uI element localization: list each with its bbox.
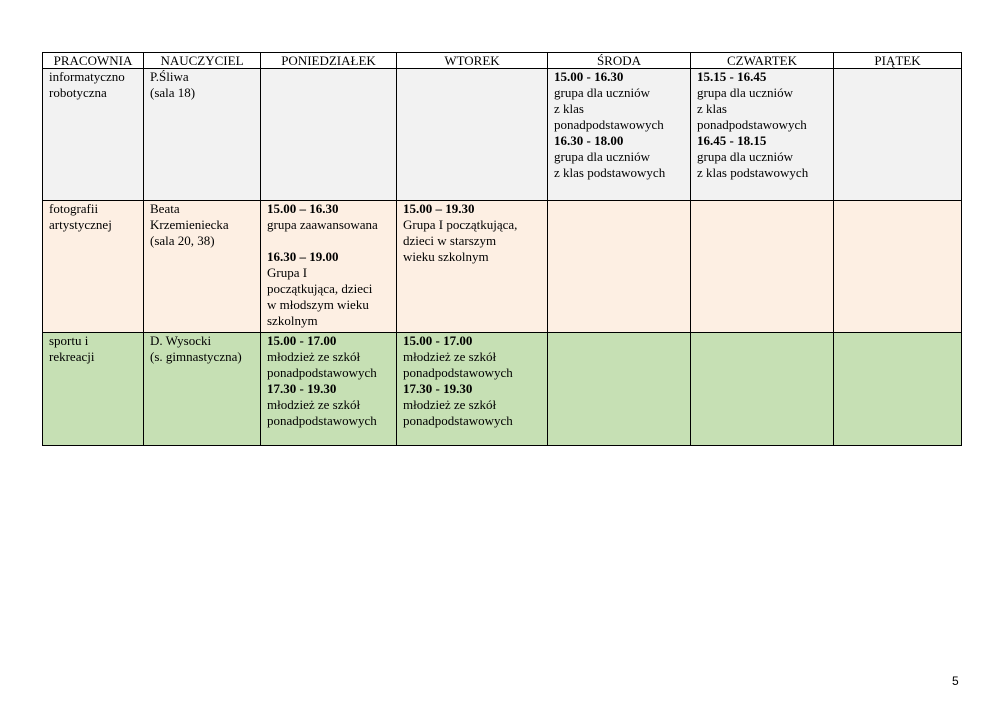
cell-sroda [548,333,691,446]
time-slot: 16.30 - 18.00 [554,133,624,148]
pracownia-line: sportu i [49,333,89,348]
nauczyciel-line: Krzemieniecka [150,217,229,232]
slot-description: młodzież ze szkół [403,349,497,364]
header-sroda: ŚRODA [548,53,691,69]
slot-description: młodzież ze szkół [267,397,361,412]
table-row [43,69,962,201]
slot-description: młodzież ze szkół [267,349,361,364]
cell-wtorek [397,333,548,446]
header-czwartek: CZWARTEK [691,53,834,69]
pracownia-line: informatyczno [49,69,125,84]
cell-czwartek [691,333,834,446]
slot-description: początkująca, dzieci [267,281,373,296]
header-poniedzialek: PONIEDZIAŁEK [261,53,397,69]
slot-description: wieku szkolnym [403,249,489,264]
cell-poniedzialek [261,69,397,201]
time-slot: 15.00 - 17.00 [267,333,337,348]
header-nauczyciel: NAUCZYCIEL [144,53,261,69]
cell-wtorek [397,69,548,201]
table-row [43,333,962,446]
slot-description: w młodszym wieku [267,297,369,312]
nauczyciel-line: (sala 18) [150,85,196,100]
header-pracownia: PRACOWNIA [43,53,144,69]
cell-piatek [834,333,962,446]
header-wtorek: WTOREK [397,53,548,69]
cell-pracownia [43,69,144,201]
nauczyciel-line: P.Śliwa [150,69,189,84]
slot-description: grupa zaawansowana [267,217,378,232]
time-slot: 16.30 – 19.00 [267,249,339,264]
slot-description: ponadpodstawowych [697,117,807,132]
nauczyciel-line: Beata [150,201,180,216]
slot-description: grupa dla uczniów [554,149,651,164]
page-number: 5 [952,674,959,688]
schedule-table [42,52,962,446]
header-row [43,53,962,69]
slot-description: ponadpodstawowych [403,365,513,380]
time-slot: 15.00 – 19.30 [403,201,475,216]
slot-description: ponadpodstawowych [267,365,377,380]
cell-nauczyciel [144,69,261,201]
pracownia-line: rekreacji [49,349,95,364]
cell-poniedzialek [261,201,397,333]
slot-description: dzieci w starszym [403,233,497,248]
cell-poniedzialek [261,333,397,446]
pracownia-line: robotyczna [49,85,107,100]
nauczyciel-line: (sala 20, 38) [150,233,215,248]
slot-description: z klas [697,101,727,116]
slot-description: Grupa I [267,265,308,280]
cell-pracownia [43,333,144,446]
slot-description: z klas podstawowych [697,165,809,180]
slot-description: młodzież ze szkół [403,397,497,412]
header-piatek: PIĄTEK [834,53,962,69]
table-row [43,201,962,333]
slot-description: z klas [554,101,584,116]
cell-nauczyciel [144,333,261,446]
slot-description: z klas podstawowych [554,165,666,180]
slot-description: ponadpodstawowych [267,413,377,428]
pracownia-line: fotografii [49,201,99,216]
slot-description: grupa dla uczniów [697,85,794,100]
cell-piatek [834,201,962,333]
cell-czwartek [691,69,834,201]
time-slot: 17.30 - 19.30 [267,381,337,396]
slot-description: Grupa I początkująca, [403,217,518,232]
cell-czwartek [691,201,834,333]
time-slot: 15.00 - 16.30 [554,69,624,84]
time-slot: 16.45 - 18.15 [697,133,767,148]
cell-wtorek [397,201,548,333]
cell-pracownia [43,201,144,333]
pracownia-line: artystycznej [49,217,112,232]
time-slot: 15.00 - 17.00 [403,333,473,348]
slot-description: grupa dla uczniów [554,85,651,100]
slot-description: ponadpodstawowych [554,117,664,132]
cell-sroda [548,201,691,333]
time-slot: 15.00 – 16.30 [267,201,339,216]
cell-sroda [548,69,691,201]
cell-piatek [834,69,962,201]
nauczyciel-line: (s. gimnastyczna) [150,349,242,364]
time-slot: 17.30 - 19.30 [403,381,473,396]
nauczyciel-line: D. Wysocki [150,333,212,348]
slot-description: ponadpodstawowych [403,413,513,428]
spacer [267,233,390,249]
slot-description: szkolnym [267,313,318,328]
slot-description: grupa dla uczniów [697,149,794,164]
time-slot: 15.15 - 16.45 [697,69,767,84]
cell-nauczyciel [144,201,261,333]
